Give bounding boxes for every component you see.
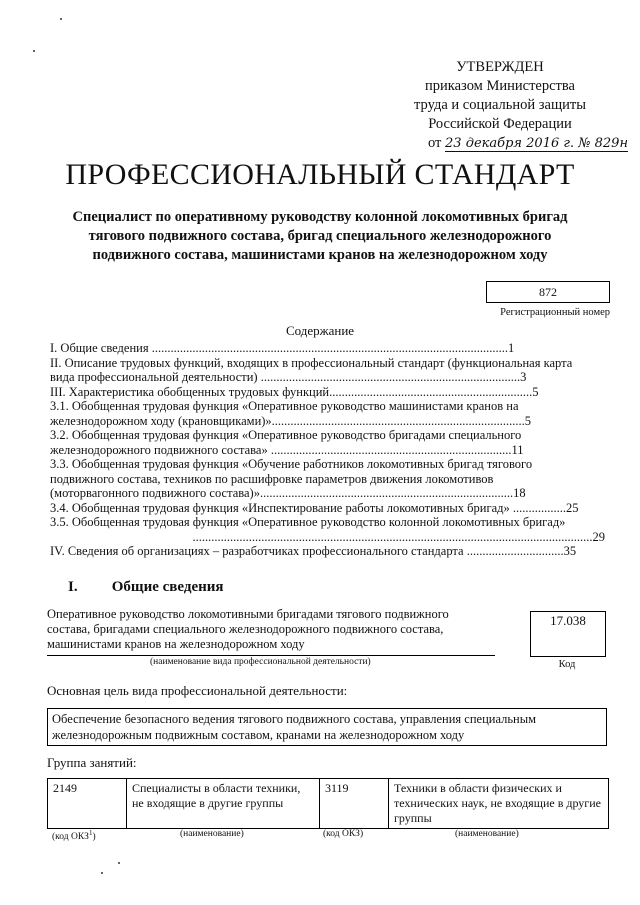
table-row (48, 779, 609, 829)
okz-caption-text: (код ОКЗ (52, 832, 89, 843)
group-label: Группа занятий: (47, 755, 137, 770)
okz-caption-close: ) (92, 832, 96, 843)
section-heading (68, 579, 224, 596)
scan-speck (60, 18, 62, 20)
section-number: I. (68, 579, 78, 595)
okz-caption (52, 829, 96, 842)
document-title: ПРОФЕССИОНАЛЬНЫЙ СТАНДАРТ (65, 158, 575, 191)
activity-kind-line: Оперативное руководство локомотивными бригадами тягового подвижного (47, 607, 449, 621)
subtitle-line: подвижного состава, машинистами кранов на железнодорожном ходу (92, 247, 548, 263)
toc-line[interactable]: подвижного состава, техников по расшифровке параметров движения локомотивов (50, 471, 494, 486)
occupation-name-cell: Специалисты в области техники, не входящие в другие группы (127, 779, 320, 829)
scan-speck (118, 862, 120, 864)
activity-kind-line: состава, бригадами специального железнодорожного подвижного состава, (47, 622, 444, 636)
name-caption: (наименование) (455, 829, 519, 839)
toc-line[interactable]: IV. Сведения об организациях – разработчиках профессионального стандарта ...............................35 (50, 544, 577, 558)
okz-caption: (код ОКЗ) (323, 829, 364, 839)
registration-label: Регистрационный номер (500, 307, 610, 318)
toc-line[interactable]: 3.1. Обобщенная трудовая функция «Оперативное руководство машинистами кранов на (50, 399, 519, 413)
toc-line[interactable]: вида профессиональной деятельности) ...................................................................................3 (50, 370, 527, 384)
approval-line: труда и социальной защиты (414, 97, 586, 113)
code-caption: Код (558, 659, 576, 670)
activity-kind (47, 607, 497, 652)
toc-line[interactable]: III. Характеристика обобщенных трудовых функций.................................................................5 (50, 384, 539, 399)
activity-kind-caption: (наименование вида профессиональной деятельности) (150, 657, 371, 667)
occupation-name-cell: Техники в области физических и технических наук, не входящие в другие группы (389, 779, 609, 829)
approval-date (400, 134, 629, 153)
activity-kind-line: машинистами кранов на железнодорожном ходу (47, 637, 305, 651)
section-title: Общие сведения (111, 579, 224, 595)
goal-line: Обеспечение безопасного ведения тягового подвижного состава, управления специальным (52, 712, 537, 726)
table-of-contents (50, 341, 605, 559)
name-caption: (наименование) (180, 829, 244, 839)
approval-block (400, 58, 629, 153)
toc-line[interactable]: 3.4. Обобщенная трудовая функция «Инспектирование работы локомотивных бригад» .................25 (50, 500, 579, 515)
registration-number-box: 872 (486, 281, 610, 303)
okz-code-cell: 3119 (320, 779, 389, 829)
subtitle-line: Специалист по оперативному руководству колонной локомотивных бригад (72, 209, 568, 225)
approval-from: от (428, 135, 442, 151)
goal-line: железнодорожным подвижным составом, кранами на железнодорожном ходу (52, 728, 465, 742)
subtitle-line: тягового подвижного состава, бригад специального железнодорожного (88, 228, 552, 244)
okz-code-cell: 2149 (48, 779, 127, 829)
toc-line[interactable]: ................................................................................................................................29 (192, 529, 605, 544)
goal-label: Основная цель вида профессиональной деятельности: (47, 683, 348, 698)
toc-title: Содержание (285, 323, 355, 338)
document-subtitle (40, 208, 600, 265)
scan-speck (101, 872, 103, 874)
handwritten-signature: 23 декабря 2016 г. № 829н (445, 136, 629, 151)
toc-line[interactable]: II. Описание трудовых функций, входящих в профессиональный стандарт (функциональная карта (50, 355, 573, 370)
underline (47, 655, 495, 656)
approval-line: приказом Министерства (425, 78, 575, 94)
occupation-table (47, 778, 609, 829)
toc-line[interactable]: I. Общие сведения ..................................................................................................................1 (50, 341, 515, 355)
code-box: 17.038 (530, 611, 606, 657)
toc-line[interactable]: железнодорожного подвижного состава» .............................................................................11 (50, 442, 524, 457)
toc-line[interactable]: 3.2. Обобщенная трудовая функция «Оперативное руководство бригадами специального (50, 428, 522, 442)
scan-speck (33, 50, 35, 52)
toc-line[interactable]: (моторвагонного подвижного состава)».................................................................................18 (50, 486, 526, 500)
toc-line[interactable]: 3.5. Обобщенная трудовая функция «Оперативное руководство колонной локомотивных бригад» (50, 515, 566, 529)
toc-line[interactable]: железнодорожном ходу (крановщиками)».................................................................................5 (50, 413, 532, 428)
approval-heading: УТВЕРЖДЕН (456, 59, 544, 75)
footnote-mark: 1 (88, 829, 93, 837)
goal-box (47, 708, 607, 746)
approval-line: Российской Федерации (428, 116, 572, 132)
toc-line[interactable]: 3.3. Обобщенная трудовая функция «Обучение работников локомотивных бригад тягового (50, 457, 533, 471)
